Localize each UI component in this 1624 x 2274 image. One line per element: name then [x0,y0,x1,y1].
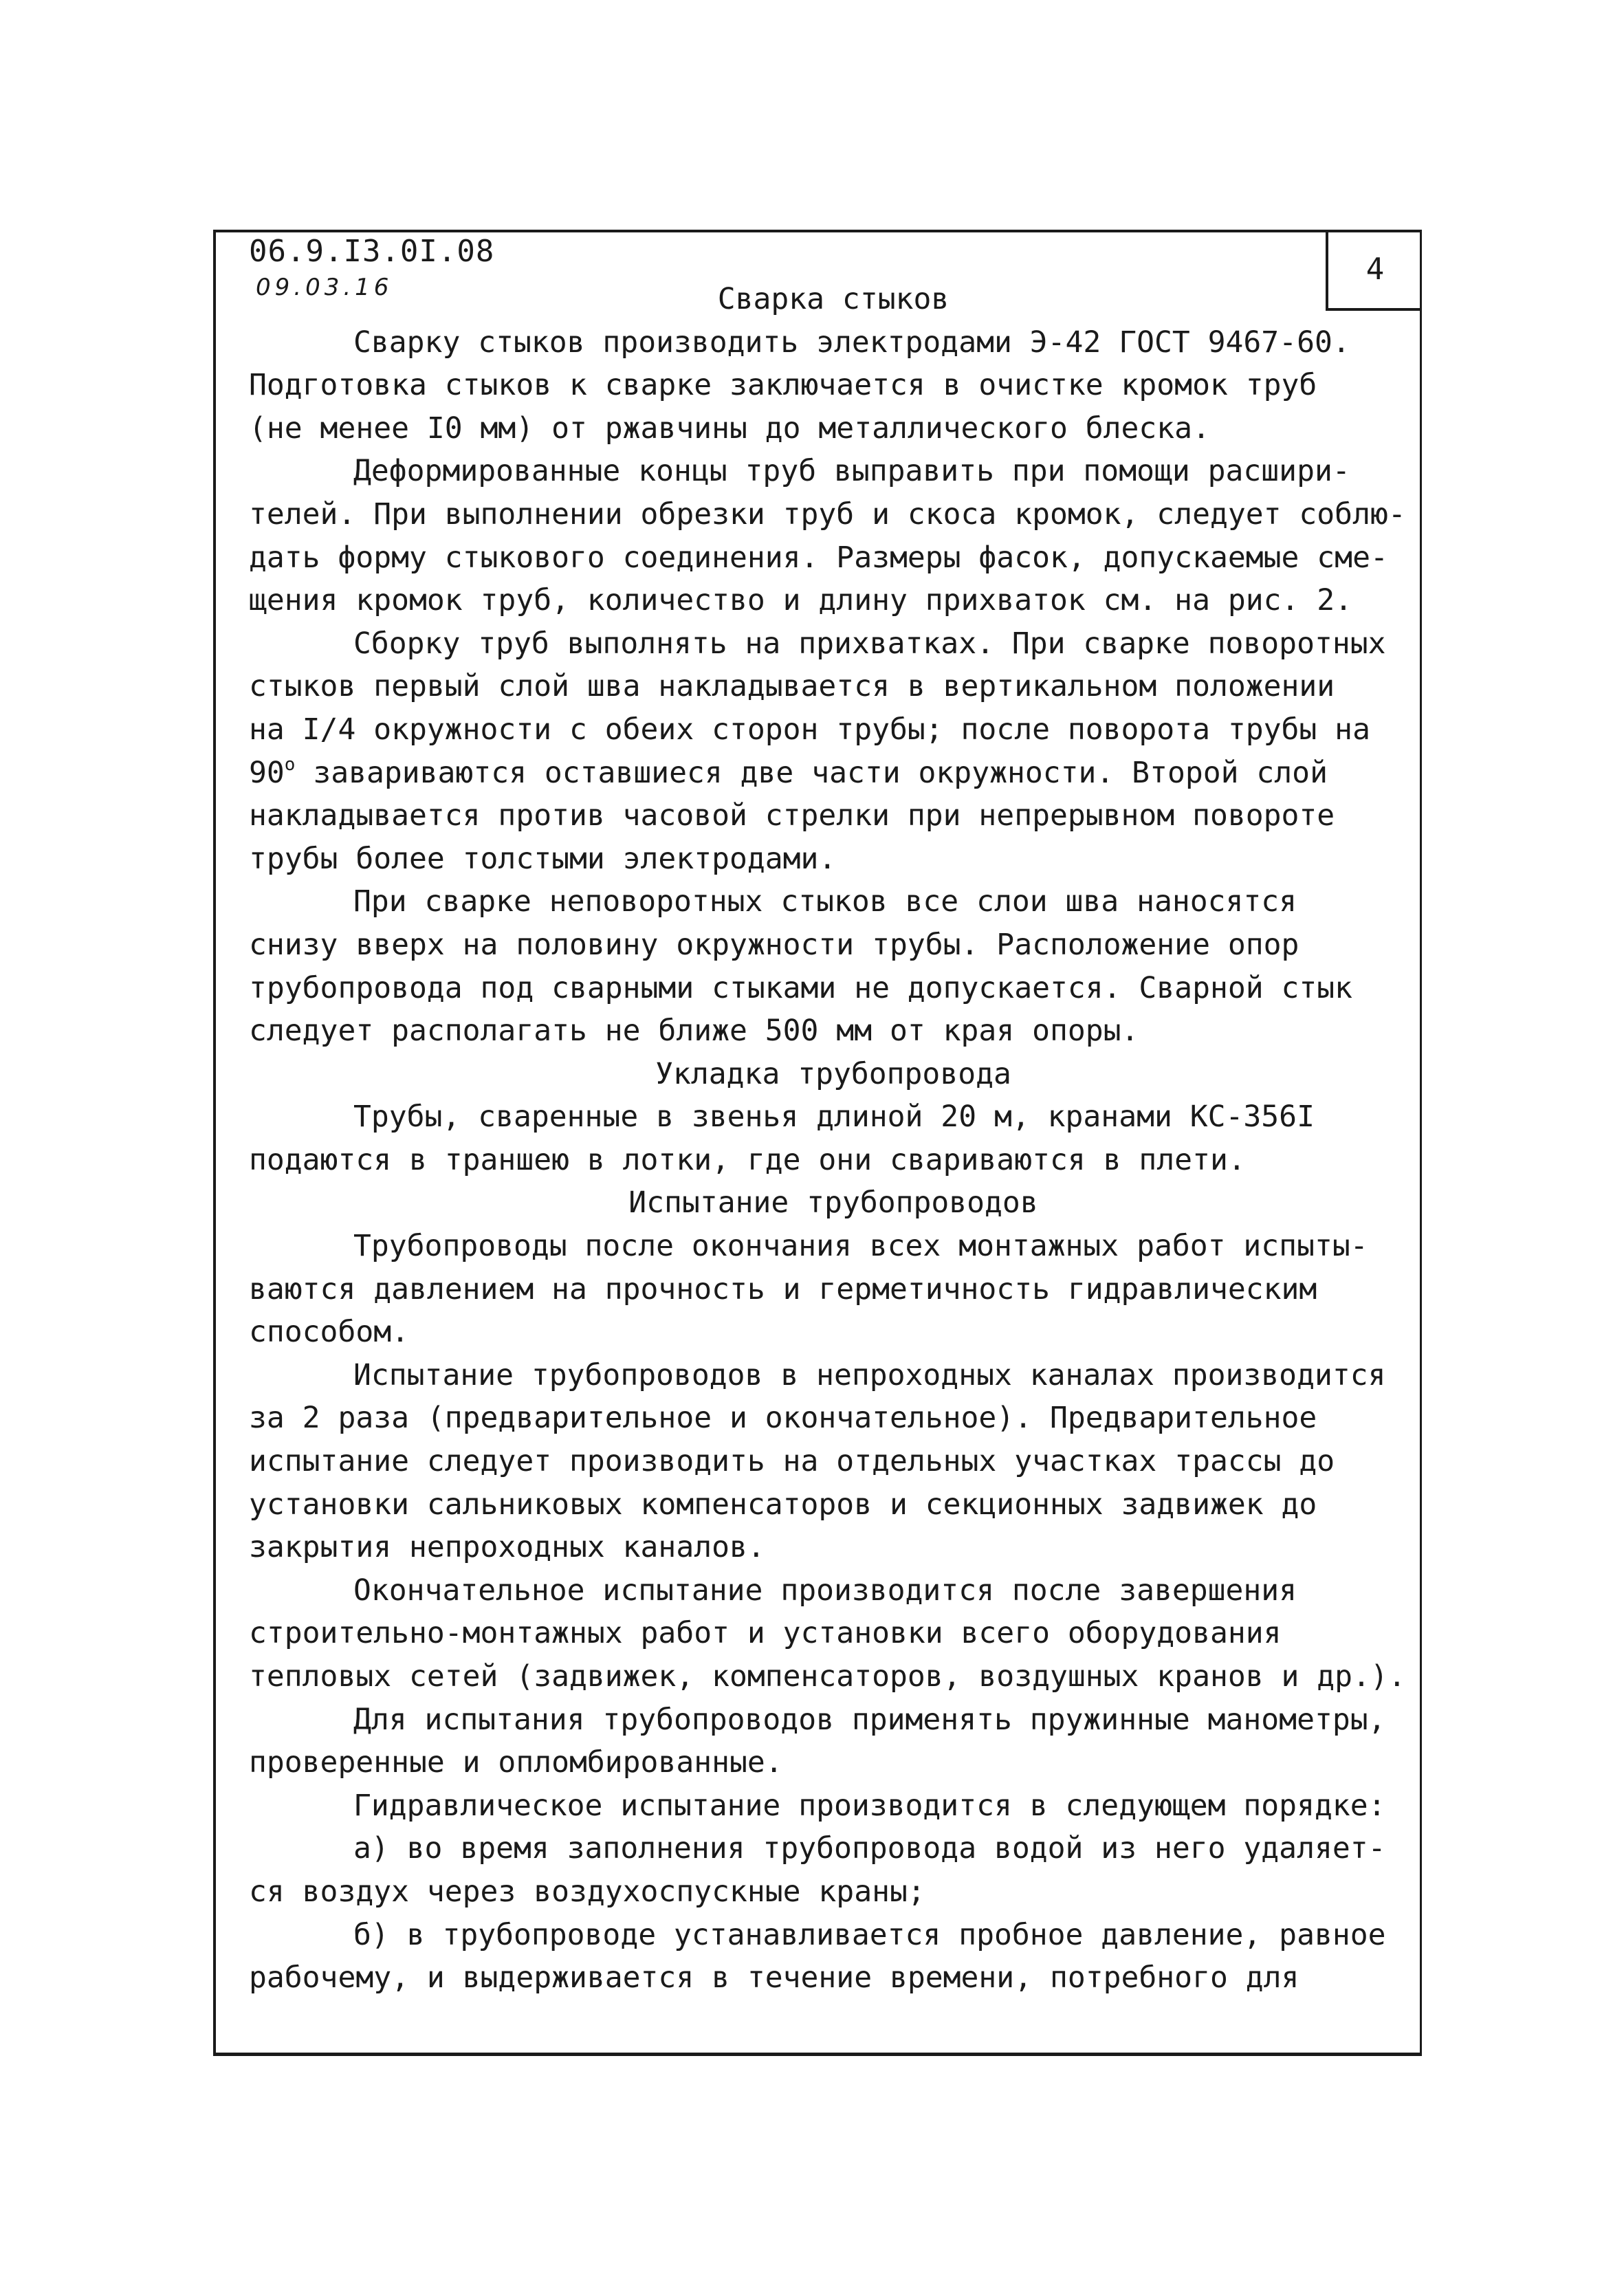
text-line: на I/4 окружности с обеих сторон трубы; после поворота трубы на [249,712,1370,747]
text-line: подаются в траншею в лотки, где они свариваются в плети. [249,1142,1246,1177]
section-heading: Укладка трубопровода [655,1056,1011,1091]
degree-line-rest: завариваются оставшиеся две части окружности. Второй слой [295,755,1328,790]
text-line: ваются давлением на прочность и герметичность гидравлическим [249,1271,1317,1307]
text-line: закрытия непроходных каналов. [249,1530,765,1565]
text-line: снизу вверх на половину окружности трубы. Расположение опор [249,927,1299,962]
text-line: Деформированные концы труб выправить при помощи расшири- [353,454,1350,489]
section-heading: Сварка стыков [717,282,950,316]
degree-value: 90 [249,755,285,790]
list-item: а) во время заполнения трубопровода водой из него удаляет- [353,1831,1386,1866]
text-line: накладывается против часовой стрелки при непрерывном повороте [249,798,1335,833]
text-line: трубопровода под сварными стыками не допускается. Сварной стык [249,970,1353,1005]
text-line-with-degree [249,752,1418,795]
text-line: Для испытания трубопроводов применять пружинные манометры, [353,1702,1386,1737]
text-line: Гидравлическое испытание производится в следующем порядке: [353,1788,1386,1823]
document-code: 06.9.I3.0I.08 [249,234,495,269]
text-line: тепловых сетей (задвижек, компенсаторов, воздушных кранов и др.). [249,1659,1406,1694]
page-number: 4 [1365,251,1385,287]
text-line: стыков первый слой шва накладывается в вертикальном положении [249,669,1335,704]
document-body [249,278,1418,2000]
text-line: строительно-монтажных работ и установки всего оборудования [249,1616,1282,1651]
text-line: Трубы, сваренные в звенья длиной 20 м, кранами КС-356I [353,1100,1315,1135]
text-line: Сборку труб выполнять на прихватках. При сварке поворотных [353,626,1386,661]
text-line: проверенные и опломбированные. [249,1745,783,1780]
text-line: испытание следует производить на отдельных участках трассы до [249,1444,1335,1479]
text-line: Подготовка стыков к сварке заключается в очистке кромок труб [249,368,1317,403]
text-line: следует располагать не ближе 500 мм от края опоры. [249,1014,1139,1049]
text-line: установки сальниковых компенсаторов и секционных задвижек до [249,1487,1317,1522]
text-line: способом. [249,1315,409,1350]
text-line: При сварке неповоротных стыков все слои шва наносятся [353,884,1297,919]
text-line: рабочему, и выдерживается в течение времени, потребного для [249,1960,1299,1996]
text-line: телей. При выполнении обрезки труб и скоса кромок, следует соблю- [249,496,1406,532]
handwritten-date: 09.03.16 [256,274,393,301]
text-line: щения кромок труб, количество и длину прихваток см. на рис. 2. [249,583,1353,618]
text-line: дать форму стыкового соединения. Размеры фасок, допускаемые сме- [249,540,1388,575]
text-line: за 2 раза (предварительное и окончательное). Предварительное [249,1401,1317,1436]
text-line: Испытание трубопроводов в непроходных каналах производится [353,1357,1386,1392]
text-line: трубы более толстыми электродами. [249,841,837,876]
section-heading: Испытание трубопроводов [628,1185,1038,1221]
text-line: Трубопроводы после окончания всех монтажных работ испыты- [353,1229,1368,1264]
list-item: б) в трубопроводе устанавливается пробное давление, равное [353,1917,1386,1952]
text-line: ся воздух через воздухоспускные краны; [249,1874,925,1909]
text-line: Окончательное испытание производится после завершения [353,1573,1297,1608]
text-line: (не менее I0 мм) от ржавчины до металлического блеска. [249,411,1210,446]
degree-mark: o [284,754,296,775]
text-line: Сварку стыков производить электродами Э-42 ГОСТ 9467-60. [353,325,1350,360]
